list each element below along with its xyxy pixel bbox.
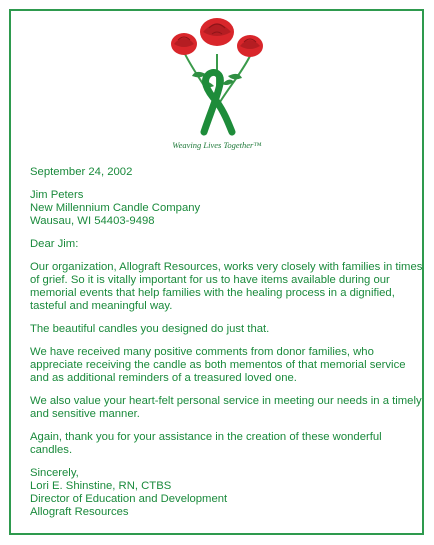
paragraph-1: Our organization, Allograft Resources, works very closely with families in times of grief. So it is vitally important for us to have items available during our memorial events that help families with the healing process in a dignified, tasteful and meaningful way.	[30, 261, 423, 312]
letter-date: September 24, 2002	[30, 166, 133, 178]
paragraph-5: Again, thank you for your assistance in the creation of these wonderful candles.	[30, 431, 382, 456]
recipient-company: New Millennium Candle Company	[30, 202, 201, 214]
recipient-name: Jim Peters	[30, 189, 84, 201]
paragraph-4: We also value your heart-felt personal service in meeting our needs in a timely and sensitive manner.	[30, 395, 422, 420]
paragraph-2: The beautiful candles you designed do just that.	[30, 323, 270, 335]
recipient-city: Wausau, WI 54403-9498	[30, 215, 155, 227]
closing: Sincerely,	[30, 467, 79, 479]
signer-organization: Allograft Resources	[30, 506, 129, 518]
signer-title: Director of Education and Development	[30, 493, 228, 505]
paragraph-3: We have received many positive comments from donor families, who appreciate receiving the candle as both mementos of that memorial service and as additional reminders of a treasured loved one.	[30, 346, 406, 384]
letter-body	[30, 166, 426, 529]
signer-name: Lori E. Shinstine, RN, CTBS	[30, 480, 172, 492]
logo-tagline: Weaving Lives Together™	[172, 140, 262, 150]
salutation: Dear Jim:	[30, 238, 79, 250]
signature-block	[30, 467, 426, 519]
recipient-address	[30, 189, 426, 228]
roses-ribbon-logo-icon	[162, 14, 272, 142]
